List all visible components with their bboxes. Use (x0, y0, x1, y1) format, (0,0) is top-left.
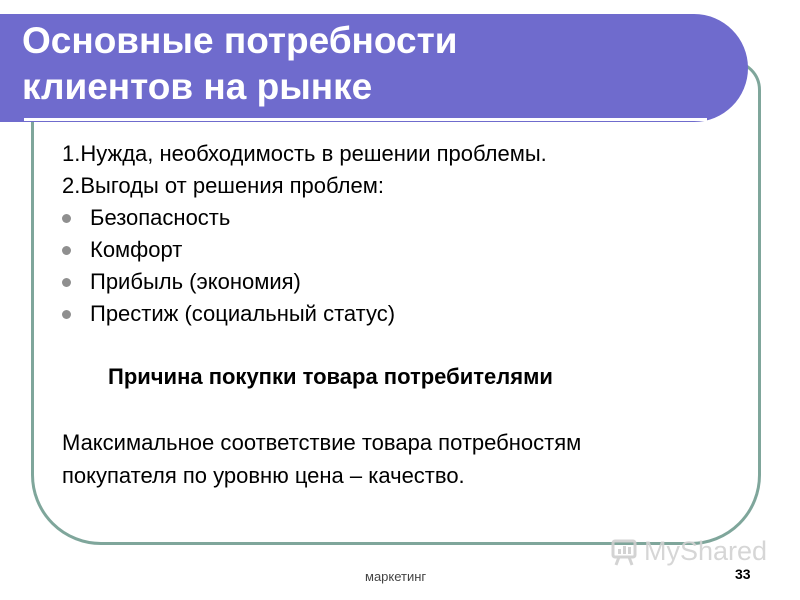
list-item-label: Комфорт (90, 237, 183, 262)
slide-title-line-2: клиентов на рынке (22, 66, 373, 107)
conclusion-line-2: покупателя по уровню цена – качество. (62, 463, 465, 488)
title-band (0, 14, 748, 122)
list-item (62, 266, 547, 298)
slide-title-line-1: Основные потребности (22, 20, 458, 61)
list-item-label: Прибыль (экономия) (90, 269, 301, 294)
list-item-label: Безопасность (90, 205, 231, 230)
bullet-dot-icon (62, 214, 71, 223)
purchase-reason-heading: Причина покупки товара потребителями (108, 364, 553, 389)
bullet-dot-icon (62, 246, 71, 255)
bullet-dot-icon (62, 278, 71, 287)
footer-label: маркетинг (365, 569, 427, 584)
conclusion-text (62, 426, 581, 492)
slide-body (62, 138, 547, 330)
watermark-text: MyShared (644, 536, 768, 566)
list-item (62, 298, 547, 330)
list-item (62, 202, 547, 234)
title-underline (24, 118, 707, 121)
watermark-logo (610, 536, 767, 567)
benefits-line: 2.Выгоды от решения проблем: (62, 173, 384, 198)
page-number: 33 (735, 566, 751, 582)
need-line: 1.Нужда, необходимость в решении проблемы. (62, 141, 547, 166)
list-item-label: Престиж (социальный статус) (90, 301, 396, 326)
bullet-dot-icon (62, 310, 71, 319)
benefits-list (62, 202, 547, 330)
list-item (62, 234, 547, 266)
conclusion-line-1: Максимальное соответствие товара потребностям (62, 430, 582, 455)
presentation-board-icon (610, 537, 640, 567)
